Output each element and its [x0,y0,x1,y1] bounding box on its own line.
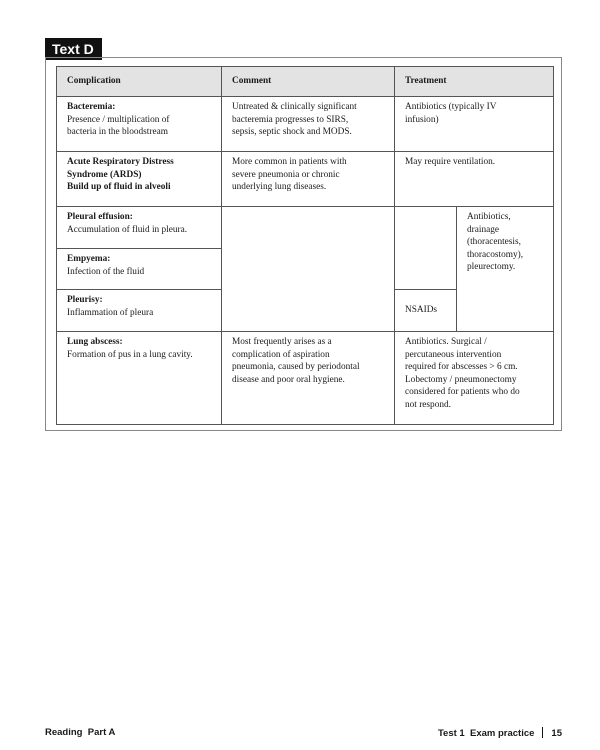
shared-treatment-cell: Antibiotics, drainage (thoracentesis, thoracostomy), pleurectomy. [457,207,554,332]
comment-cell: Most frequently arises as a complication of aspiration pneumonia, caused by periodontal disease and poor oral hygiene. [222,332,395,425]
footer-divider [542,727,543,738]
section-label: Text D [45,38,102,60]
treatment-cell: May require ventilation. [395,152,554,207]
pleurisy-cell: Pleurisy: Inflammation of pleura [57,290,222,332]
table-row [57,97,554,152]
page-number: 15 [551,728,562,739]
ards-cell: Acute Respiratory Distress Syndrome (ARDS) Build up of fluid in alveoli [57,152,222,207]
footer-test-label: Test 1 Exam practice [437,728,535,739]
comment-cell: Untreated & clinically significant bacteremia progresses to SIRS, sepsis, septic shock and MODS. [222,97,395,152]
footer-page-info [438,727,562,739]
header-comment: Comment [222,67,395,97]
text-panel [45,57,562,431]
header-treatment: Treatment [395,67,554,97]
treatment-cell: Antibiotics. Surgical / percutaneous intervention required for abscesses > 6 cm. Lobectomy / pneumonectomy considered for patients who do not respond. [395,332,554,425]
table-header-row [57,67,554,97]
comment-cell: More common in patients with severe pneumonia or chronic underlying lung diseases. [222,152,395,207]
complication-title: Bacteremia: [67,102,116,112]
empyema-cell: Empyema: Infection of the fluid [57,249,222,290]
table-row [57,152,554,207]
table-row [57,332,554,425]
footer-section: Reading Part A [45,727,116,738]
nsaids-cell: NSAIDs [395,290,457,332]
pleural-effusion-cell: Pleural effusion: Accumulation of fluid in pleura. [57,207,222,249]
complications-table [56,66,554,425]
lung-abscess-cell: Lung abscess: Formation of pus in a lung cavity. [57,332,222,425]
table-row [57,207,554,249]
bacteremia-cell: Bacteremia: Presence / multiplication of bacteria in the bloodstream [57,97,222,152]
empty-comment-cell [222,207,395,332]
header-complication: Complication [57,67,222,97]
empty-treatment-cell [395,207,457,290]
treatment-cell: Antibiotics (typically IV infusion) [395,97,554,152]
